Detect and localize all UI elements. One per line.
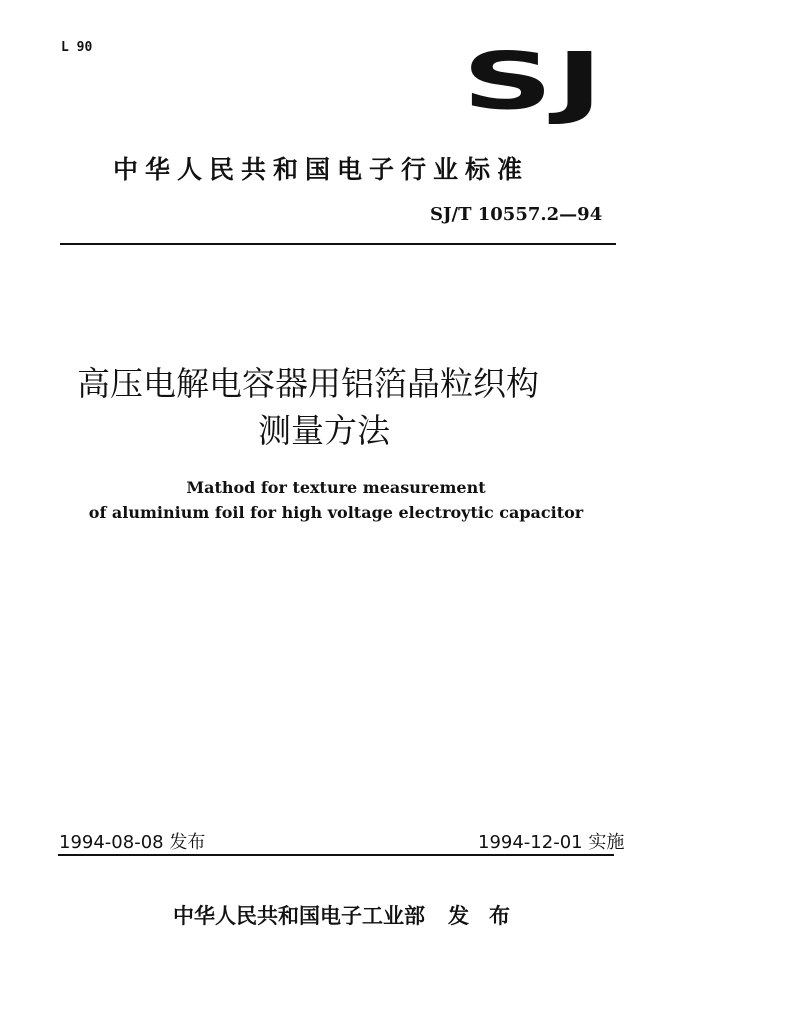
standard-category: 中华人民共和国电子行业标准 [113,155,530,184]
title-zh-line2: 测量方法 [258,411,390,450]
publisher: 中华人民共和国电子工业部 [173,904,425,928]
sj-logo: SJ [462,35,606,128]
title-zh-line1: 高压电解电容器用铝箔晶粒织构 [77,364,539,403]
footer-divider [58,854,614,856]
standard-number: SJ/T 10557.2—94 [430,204,603,225]
publish-label: 发布 [448,904,530,928]
header-divider [60,243,616,245]
classification-code: L 90 [61,40,93,55]
implement-date: 1994-12-01 实施 [478,832,625,853]
issue-date: 1994-08-08 发布 [59,832,206,853]
title-en-line1: Mathod for texture measurement [186,478,486,497]
title-en-line2: of aluminium foil for high voltage electroytic capacitor [88,503,584,522]
